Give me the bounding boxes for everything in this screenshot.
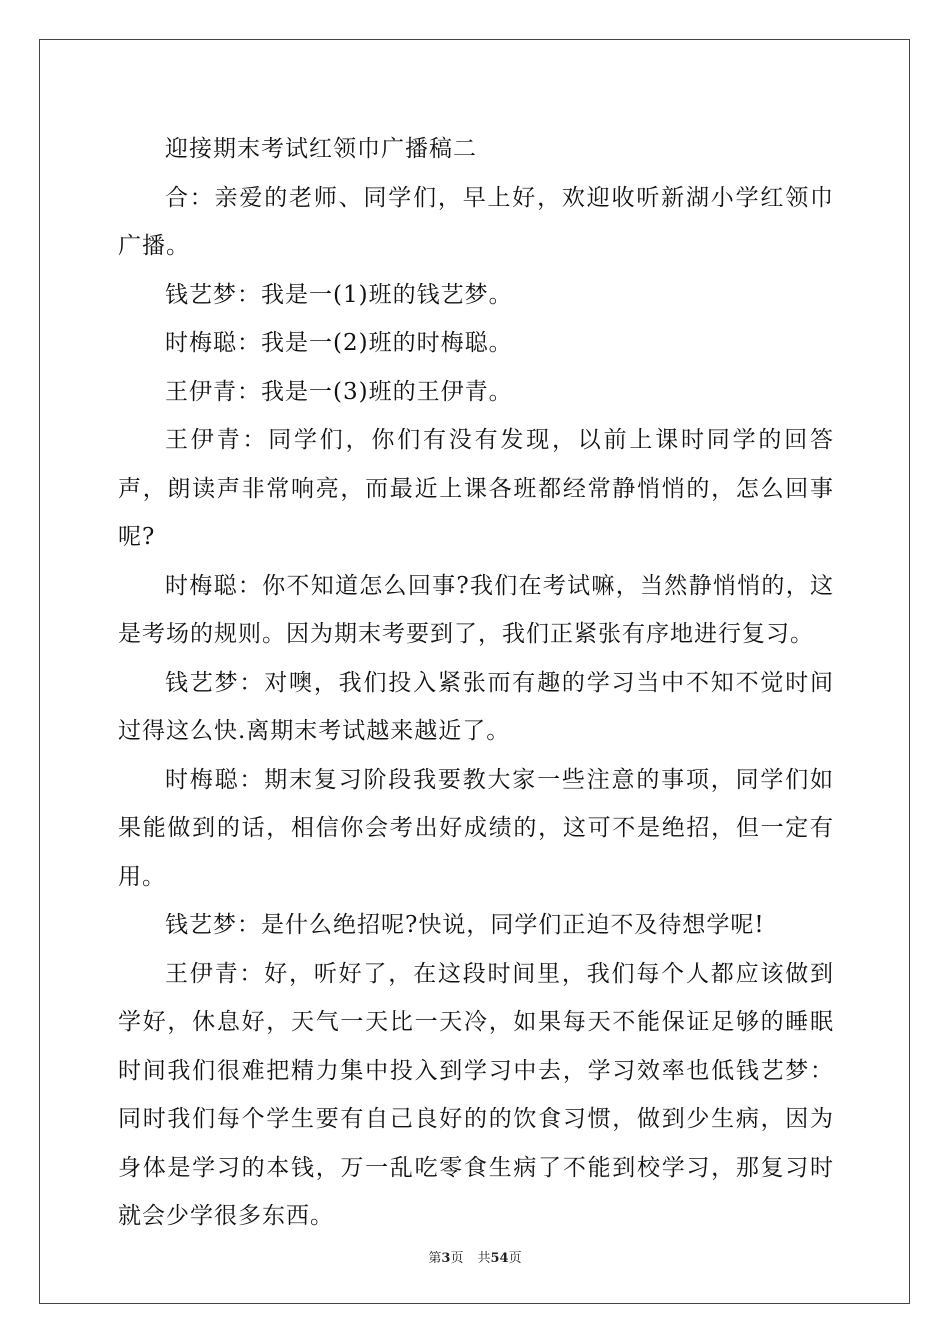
page-footer [0, 1247, 950, 1266]
page-number: 3 [441, 1251, 451, 1266]
document-title: 迎接期末考试红领巾广播稿二 [165, 136, 477, 162]
paragraph: 钱艺梦：我是一(1)班的钱艺梦。 [165, 281, 513, 308]
paragraph: 钱艺梦：是什么绝招呢?快说，同学们正迫不及待想学呢! [165, 912, 765, 938]
document-body [118, 125, 834, 1241]
paragraph: 王伊青：好，听好了，在这段时间里，我们每个人都应该做到学好，休息好，天气一天比一天冷，如果每天不能保证足够的睡眠时间我们很难把精力集中投入到学习中去，学习效率也低钱艺梦：同时我们每个学生要有自己良好的的饮食习惯，做到少生病，因为身体是学习的本钱，万一乱吃零食生病了不能到校学习，那复习时就会少学很多东西。 [118, 960, 834, 1229]
paragraph: 王伊青：我是一(3)班的王伊青。 [165, 378, 513, 405]
page-suffix: 页 [450, 1251, 464, 1266]
total-pages: 54 [490, 1251, 509, 1266]
paragraph: 时梅聪：我是一(2)班的时梅聪。 [165, 330, 513, 356]
paragraph: 时梅聪：期末复习阶段我要教大家一些注意的事项，同学们如果能做到的话，相信你会考出好成绩的，这可不是绝招，但一定有用。 [118, 766, 834, 890]
paragraph: 时梅聪：你不知道怎么回事?我们在考试嘛，当然静悄悄的，这是考场的规则。因为期末考要到了，我们正紧张有序地进行复习。 [118, 572, 834, 647]
total-suffix: 页 [508, 1251, 522, 1266]
page-prefix: 第 [428, 1251, 442, 1266]
paragraph: 合：亲爱的老师、同学们，早上好，欢迎收听新湖小学红领巾广播。 [118, 184, 834, 259]
paragraph: 钱艺梦：对噢，我们投入紧张而有趣的学习当中不知不觉时间过得这么快.离期末考试越来越近了。 [118, 669, 834, 744]
paragraph: 王伊青：同学们，你们有没有发现，以前上课时同学的回答声，朗读声非常响亮，而最近上课各班都经常静悄悄的，怎么回事呢? [118, 427, 834, 550]
total-prefix: 共 [477, 1251, 491, 1266]
